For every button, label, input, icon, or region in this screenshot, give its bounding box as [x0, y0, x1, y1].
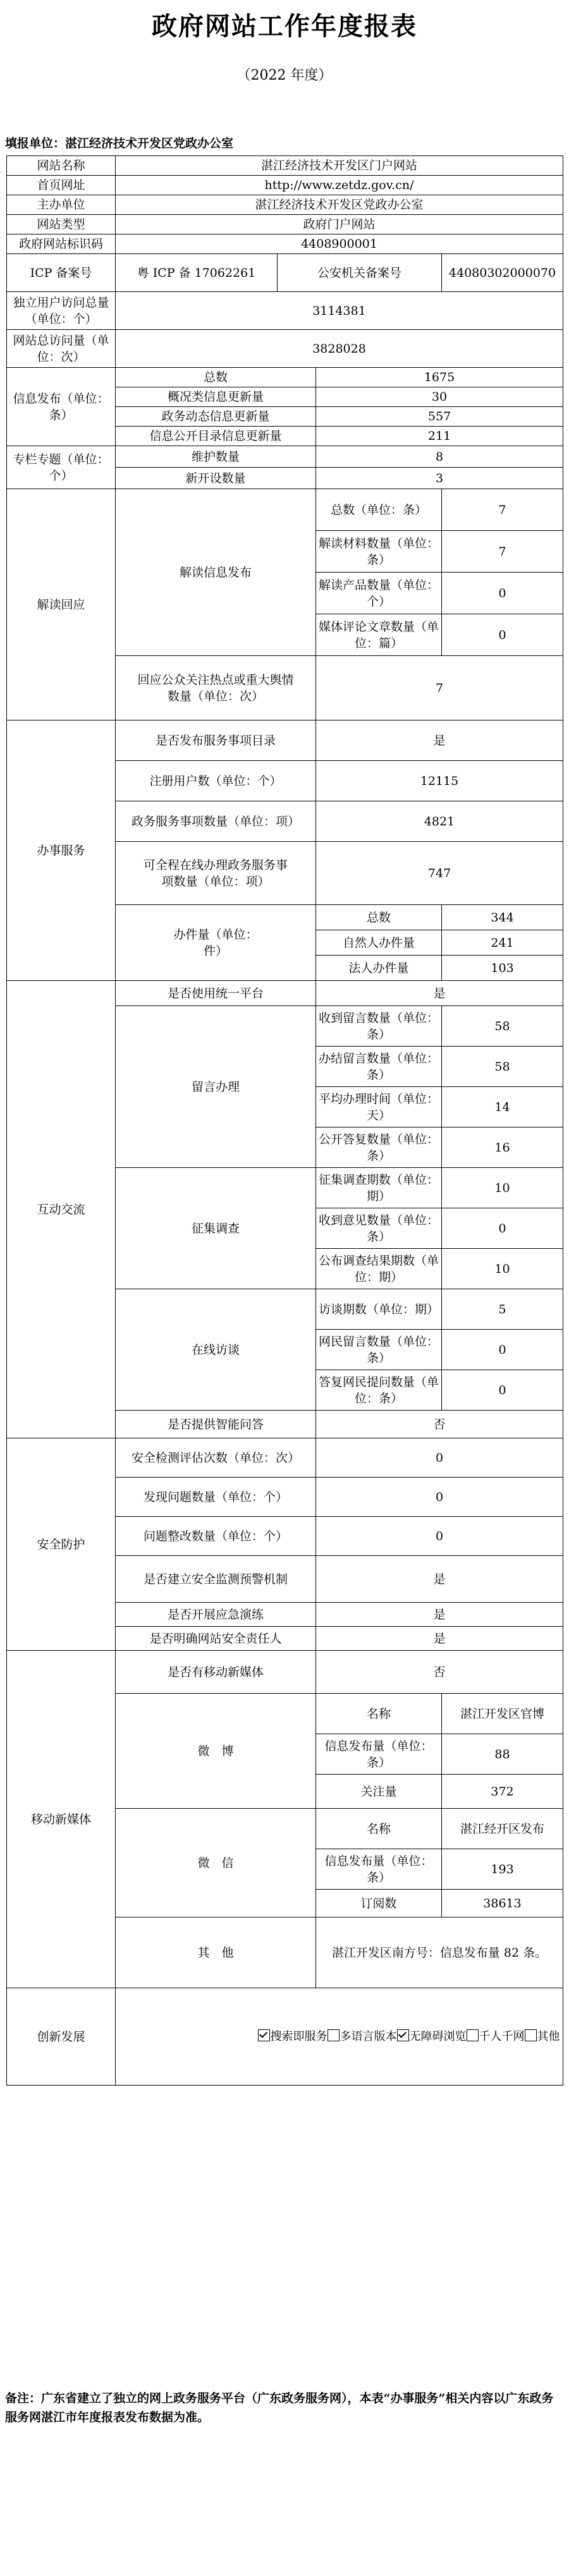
security-section-label: 安全防护	[7, 1438, 116, 1651]
unchecked-box-icon[interactable]	[467, 2029, 479, 2041]
msg-public-label: 公开答复数量（单位：条）	[316, 1127, 442, 1168]
site-code-label: 政府网站标识码	[7, 234, 116, 254]
info-dynamic-label: 政务动态信息更新量	[116, 407, 316, 427]
wechat-label: 微 信	[116, 1809, 316, 1917]
innovation-option[interactable]	[467, 2030, 525, 2043]
row-uv	[7, 292, 563, 330]
row-mobile-has	[7, 1651, 563, 1694]
pv-value: 3828028	[116, 330, 563, 368]
weibo-name-label: 名称	[316, 1694, 442, 1734]
row-site-type	[7, 215, 563, 234]
row-site-name	[7, 156, 563, 176]
interp-material-value: 7	[442, 531, 563, 573]
msg-done-value: 58	[442, 1047, 563, 1087]
info-total-value: 1675	[316, 368, 563, 387]
row-site-url	[7, 176, 563, 195]
survey-pub-value: 10	[442, 1249, 563, 1289]
service-person-value: 241	[442, 930, 563, 956]
mobile-section-label: 移动新媒体	[7, 1651, 116, 1988]
service-catalog-value: 是	[316, 720, 563, 761]
row-host	[7, 195, 563, 215]
site-type-label: 网站类型	[7, 215, 116, 234]
innovation-option-label: 千人千网	[479, 2029, 525, 2043]
interp-media-value: 0	[442, 614, 563, 656]
host-value: 湛江经济技术开发区党政办公室	[116, 195, 563, 215]
pv-label: 网站总访问量（单位：次）	[7, 330, 116, 368]
column-section-label: 专栏专题（单位：个）	[7, 446, 116, 489]
service-items-value: 4821	[316, 801, 563, 842]
info-section-label: 信息发布（单位：条）	[7, 368, 116, 446]
service-corp-value: 103	[442, 956, 563, 981]
innovation-option-label: 搜索即服务	[270, 2029, 327, 2043]
info-overview-label: 概况类信息更新量	[116, 387, 316, 407]
interact-platform-label: 是否使用统一平台	[116, 981, 316, 1006]
weibo-posts-value: 88	[442, 1734, 563, 1775]
innovation-option[interactable]	[327, 2030, 397, 2043]
interp-pub-label: 解读信息发布	[116, 489, 316, 656]
checked-box-icon[interactable]	[397, 2029, 409, 2041]
column-maintain-value: 8	[316, 446, 563, 468]
sec-owner-value: 是	[316, 1627, 563, 1651]
innovation-options	[116, 1988, 563, 2086]
service-section-label: 办事服务	[7, 720, 116, 981]
interact-section-label: 互动交流	[7, 981, 116, 1438]
interact-platform-value: 是	[316, 981, 563, 1006]
innovation-option-label: 无障碍浏览	[409, 2029, 467, 2043]
msg-recv-value: 58	[442, 1006, 563, 1047]
wechat-posts-value: 193	[442, 1849, 563, 1890]
weibo-posts-label: 信息发布量（单位：条）	[316, 1734, 442, 1775]
row-interact-platform	[7, 981, 563, 1006]
survey-recv-label: 收到意见数量（单位：条）	[316, 1208, 442, 1249]
column-maintain-label: 维护数量	[116, 446, 316, 468]
innovation-option[interactable]	[258, 2030, 327, 2043]
unchecked-box-icon[interactable]	[525, 2029, 537, 2041]
msg-public-value: 16	[442, 1127, 563, 1168]
filing-unit: 填报单位：湛江经济技术开发区党政办公室	[5, 137, 234, 150]
interp-media-label: 媒体评论文章数量（单位：篇）	[316, 614, 442, 656]
row-pv	[7, 330, 563, 368]
talk-msg-value: 0	[442, 1330, 563, 1370]
smart-qa-label: 是否提供智能问答	[116, 1411, 316, 1438]
site-url-label: 首页网址	[7, 176, 116, 195]
service-items-label: 政务服务事项数量（单位：项）	[116, 801, 316, 842]
police-value: 44080302000070	[442, 254, 563, 292]
unchecked-box-icon[interactable]	[327, 2029, 340, 2041]
sec-monitor-label: 是否建立安全监测预警机制	[116, 1556, 316, 1603]
site-code-value: 4408900001	[116, 234, 563, 254]
innovation-option[interactable]	[397, 2030, 467, 2043]
service-online-label: 可全程在线办理政务服务事项数量（单位：项）	[116, 842, 316, 905]
msg-days-label: 平均办理时间（单位：天）	[316, 1087, 442, 1127]
sec-test-value: 0	[316, 1438, 563, 1478]
row-service-catalog	[7, 720, 563, 761]
sec-owner-label: 是否明确网站安全责任人	[116, 1627, 316, 1651]
row-info-total	[7, 368, 563, 387]
report-table	[6, 155, 563, 2086]
service-cases-total-value: 344	[442, 905, 563, 930]
talk-reply-value: 0	[442, 1370, 563, 1411]
sec-test-label: 安全检测评估次数（单位：次）	[116, 1438, 316, 1478]
sec-drill-label: 是否开展应急演练	[116, 1603, 316, 1627]
police-label: 公安机关备案号	[278, 254, 442, 292]
sec-drill-value: 是	[316, 1603, 563, 1627]
site-url-value: http://www.zetdz.gov.cn/	[116, 176, 563, 195]
wechat-name-value: 湛江经开区发布	[442, 1809, 563, 1849]
other-media-value: 湛江开发区南方号：信息发布量 82 条。	[316, 1917, 563, 1988]
weibo-name-value: 湛江开发区官博	[442, 1694, 563, 1734]
survey-pub-label: 公布调查结果期数（单位：期）	[316, 1249, 442, 1289]
uv-value: 3114381	[116, 292, 563, 330]
icp-value: 粤 ICP 备 17062261	[116, 254, 278, 292]
talk-msg-label: 网民留言数量（单位：条）	[316, 1330, 442, 1370]
sec-fixed-label: 问题整改数量（单位：个）	[116, 1517, 316, 1556]
checked-box-icon[interactable]	[258, 2029, 270, 2041]
info-total-label: 总数	[116, 368, 316, 387]
service-cases-label: 办件量（单位：件）	[116, 905, 316, 981]
site-name-value: 湛江经济技术开发区门户网站	[116, 156, 563, 176]
interp-product-label: 解读产品数量（单位：个）	[316, 573, 442, 614]
service-cases-total-label: 总数	[316, 905, 442, 930]
talk-section-label: 在线访谈	[116, 1289, 316, 1411]
msg-done-label: 办结留言数量（单位：条）	[316, 1047, 442, 1087]
wechat-name-label: 名称	[316, 1809, 442, 1849]
mobile-has-label: 是否有移动新媒体	[116, 1651, 316, 1694]
site-name-label: 网站名称	[7, 156, 116, 176]
sec-found-label: 发现问题数量（单位：个）	[116, 1478, 316, 1517]
talk-reply-label: 答复网民提问数量（单位：条）	[316, 1370, 442, 1411]
innovation-option[interactable]	[525, 2030, 560, 2043]
wechat-subs-label: 订阅数	[316, 1890, 442, 1917]
interp-material-label: 解读材料数量（单位：条）	[316, 531, 442, 573]
row-site-code	[7, 234, 563, 254]
service-person-label: 自然人办件量	[316, 930, 442, 956]
survey-count-label: 征集调查期数（单位：期）	[316, 1168, 442, 1208]
smart-qa-value: 否	[316, 1411, 563, 1438]
innovation-section-label: 创新发展	[7, 1988, 116, 2086]
msg-days-value: 14	[442, 1087, 563, 1127]
row-icp	[7, 254, 563, 292]
wechat-subs-value: 38613	[442, 1890, 563, 1917]
sec-found-value: 0	[316, 1478, 563, 1517]
survey-count-value: 10	[442, 1168, 563, 1208]
mobile-has-value: 否	[316, 1651, 563, 1694]
host-label: 主办单位	[7, 195, 116, 215]
msg-recv-label: 收到留言数量（单位：条）	[316, 1006, 442, 1047]
service-online-value: 747	[316, 842, 563, 905]
info-overview-value: 30	[316, 387, 563, 407]
survey-recv-value: 0	[442, 1208, 563, 1249]
service-catalog-label: 是否发布服务事项目录	[116, 720, 316, 761]
footnote: 备注：广东省建立了独立的网上政务服务平台（广东政务服务网），本表“办事服务”相关内容以广东政务服务网湛江市年度报表发布数据为准。	[5, 2391, 554, 2424]
innovation-option-label: 其他	[537, 2029, 560, 2043]
icp-label: ICP 备案号	[7, 254, 116, 292]
interp-section-label: 解读回应	[7, 489, 116, 720]
talk-count-label: 访谈期数（单位：期）	[316, 1289, 442, 1330]
talk-count-value: 5	[442, 1289, 563, 1330]
report-year: （2022 年度）	[236, 68, 333, 83]
weibo-follow-value: 372	[442, 1775, 563, 1809]
interp-respond-value: 7	[316, 656, 563, 720]
info-dynamic-value: 557	[316, 407, 563, 427]
info-catalog-value: 211	[316, 427, 563, 446]
sec-fixed-value: 0	[316, 1517, 563, 1556]
page-title: 政府网站工作年度报表	[152, 11, 417, 41]
innovation-option-label: 多语言版本	[340, 2029, 397, 2043]
interp-respond-label: 回应公众关注热点或重大舆情数量（单位：次）	[116, 656, 316, 720]
interp-total-label: 总数（单位：条）	[316, 489, 442, 531]
info-catalog-label: 信息公开目录信息更新量	[116, 427, 316, 446]
msg-section-label: 留言办理	[116, 1006, 316, 1168]
sec-monitor-value: 是	[316, 1556, 563, 1603]
interp-product-value: 0	[442, 573, 563, 614]
uv-label: 独立用户访问总量（单位：个）	[7, 292, 116, 330]
weibo-follow-label: 关注量	[316, 1775, 442, 1809]
interp-total-value: 7	[442, 489, 563, 531]
row-column-maintain	[7, 446, 563, 468]
service-corp-label: 法人办件量	[316, 956, 442, 981]
site-type-value: 政府门户网站	[116, 215, 563, 234]
wechat-posts-label: 信息发布量（单位：条）	[316, 1849, 442, 1890]
service-users-value: 12115	[316, 761, 563, 801]
weibo-label: 微 博	[116, 1694, 316, 1809]
row-innovation	[7, 1988, 563, 2086]
column-new-label: 新开设数量	[116, 468, 316, 489]
other-media-label: 其 他	[116, 1917, 316, 1988]
row-interp-total	[7, 489, 563, 531]
service-users-label: 注册用户数（单位：个）	[116, 761, 316, 801]
survey-section-label: 征集调查	[116, 1168, 316, 1289]
column-new-value: 3	[316, 468, 563, 489]
row-sec-test	[7, 1438, 563, 1478]
